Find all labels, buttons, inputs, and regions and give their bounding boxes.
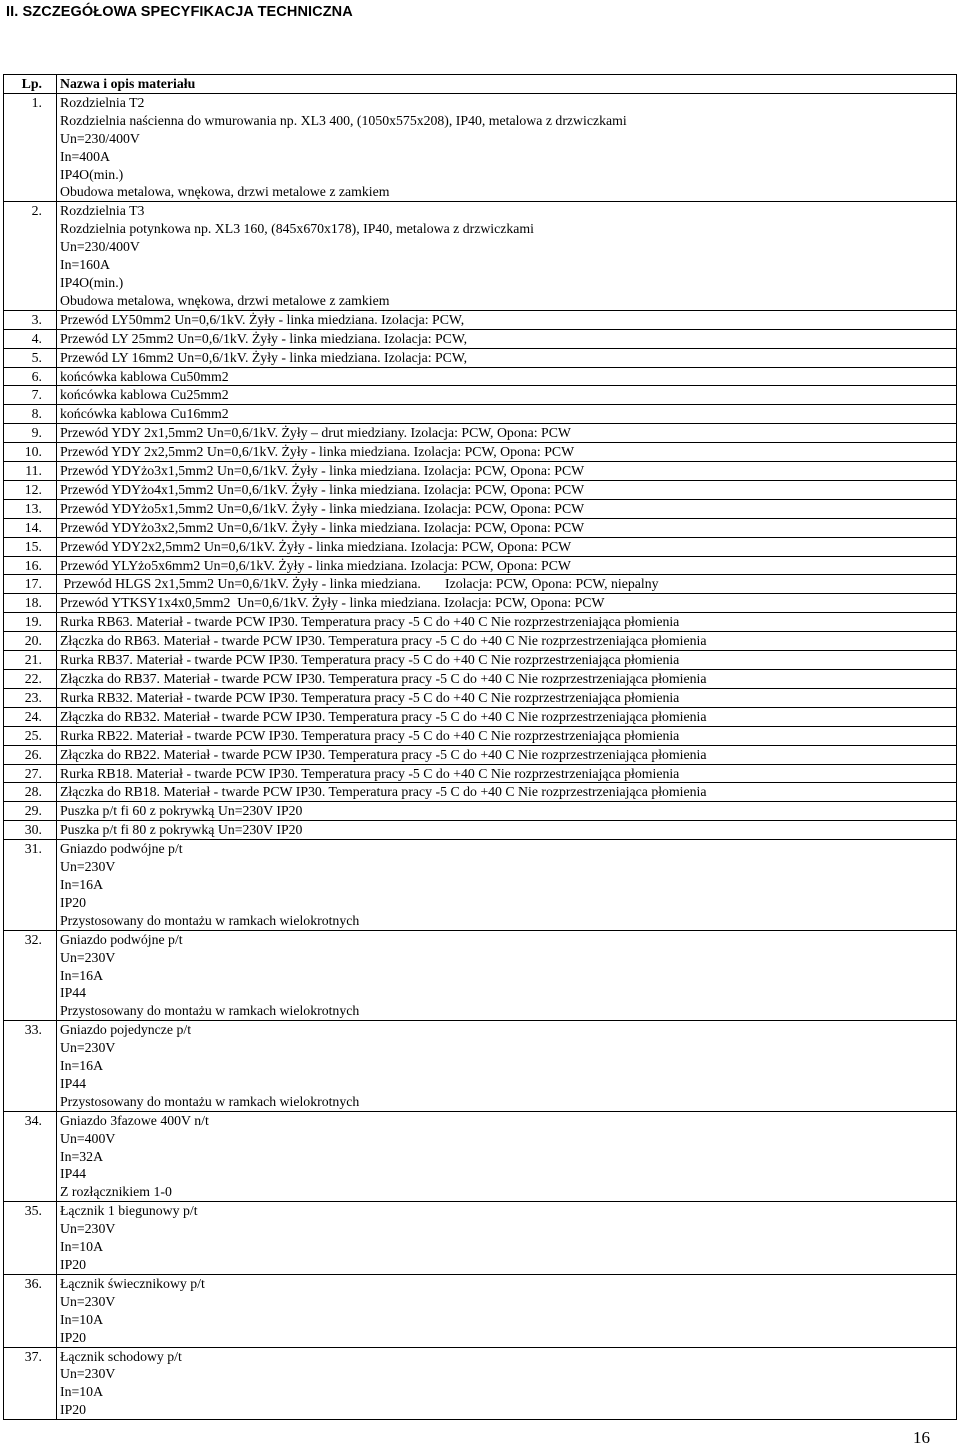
row-number: 2. (4, 202, 57, 310)
table-row (4, 670, 957, 689)
description-line: In=10A (60, 1311, 104, 1327)
row-number: 3. (4, 310, 57, 329)
row-description (57, 821, 957, 840)
table-row (4, 202, 957, 310)
description-line: In=10A (60, 1384, 104, 1400)
description-line: Rurka RB37. Materiał - twarde PCW IP30. Temperatura pracy -5 C do +40 C Nie rozprzestrzeniająca płomienia (60, 652, 680, 668)
description-line: In=160A (60, 257, 110, 273)
row-number: 17. (4, 575, 57, 594)
row-number: 35. (4, 1202, 57, 1275)
description-line: In=16A (60, 876, 104, 892)
row-description (57, 424, 957, 443)
description-line: Un=230V (60, 1293, 116, 1309)
description-line: Przewód YTKSY1x4x0,5mm2 Un=0,6/1kV. Żyły - linka miedziana. Izolacja: PCW, Opona: PCW (60, 595, 605, 611)
row-description (57, 726, 957, 745)
description-line: In=400A (60, 148, 110, 164)
table-row (4, 930, 957, 1021)
description-line: Gniazdo podwójne p/t (60, 841, 183, 857)
description-line: Przewód YDYżo5x1,5mm2 Un=0,6/1kV. Żyły - linka miedziana. Izolacja: PCW, Opona: PCW (60, 500, 585, 516)
row-description (57, 670, 957, 689)
table-row (4, 594, 957, 613)
table-row (4, 310, 957, 329)
description-line: Złączka do RB63. Materiał - twarde PCW IP30. Temperatura pracy -5 C do +40 C Nie rozprzestrzeniająca płomienia (60, 633, 707, 649)
row-description (57, 575, 957, 594)
row-description (57, 443, 957, 462)
row-number: 32. (4, 930, 57, 1021)
row-number: 25. (4, 726, 57, 745)
row-number: 4. (4, 329, 57, 348)
table-row (4, 348, 957, 367)
description-line: Złączka do RB37. Materiał - twarde PCW IP30. Temperatura pracy -5 C do +40 C Nie rozprzestrzeniająca płomienia (60, 671, 707, 686)
description-line: In=10A (60, 1239, 104, 1255)
description-line: In=32A (60, 1148, 104, 1164)
table-row (4, 840, 957, 931)
row-description (57, 537, 957, 556)
table-row (4, 707, 957, 726)
page-title: II. SZCZEGÓŁOWA SPECYFIKACJA TECHNICZNA (6, 4, 353, 20)
description-line: Un=230V (60, 1040, 116, 1056)
row-description (57, 707, 957, 726)
table-row (4, 480, 957, 499)
row-number: 29. (4, 802, 57, 821)
row-number: 23. (4, 688, 57, 707)
description-line: Gniazdo podwójne p/t (60, 931, 183, 947)
description-line: Un=230V (60, 859, 116, 875)
row-number: 27. (4, 764, 57, 783)
table-row (4, 443, 957, 462)
row-number: 6. (4, 367, 57, 386)
description-line: Obudowa metalowa, wnękowa, drzwi metalowe z zamkiem (60, 184, 390, 200)
table-row (4, 367, 957, 386)
description-line: Un=400V (60, 1130, 116, 1146)
row-number: 31. (4, 840, 57, 931)
description-line: Un=230V (60, 1366, 116, 1382)
description-line: Rozdzielnia T3 (60, 203, 145, 219)
specification-table-body (4, 75, 957, 1420)
description-line: Gniazdo 3fazowe 400V n/t (60, 1112, 209, 1128)
row-description (57, 367, 957, 386)
row-number: 19. (4, 613, 57, 632)
description-line: Przewód YDYżo3x2,5mm2 Un=0,6/1kV. Żyły - linka miedziana. Izolacja: PCW, Opona: PCW (60, 519, 585, 535)
row-description (57, 1202, 957, 1275)
row-description (57, 840, 957, 931)
row-description (57, 1111, 957, 1202)
description-line: Złączka do RB18. Materiał - twarde PCW IP30. Temperatura pracy -5 C do +40 C Nie rozprzestrzeniająca płomienia (60, 784, 707, 800)
description-line: Przewód YLYżo5x6mm2 Un=0,6/1kV. Żyły - linka miedziana. Izolacja: PCW, Opona: PCW (60, 557, 571, 573)
description-line: In=16A (60, 1058, 104, 1074)
description-line: IP20 (60, 1257, 87, 1272)
description-line: Puszka p/t fi 80 z pokrywką Un=230V IP20 (60, 822, 303, 838)
description-line: IP20 (60, 1329, 87, 1345)
description-line: Puszka p/t fi 60 z pokrywką Un=230V IP20 (60, 803, 303, 819)
row-number: 34. (4, 1111, 57, 1202)
description-line: Przewód LY 16mm2 Un=0,6/1kV. Żyły - linka miedziana. Izolacja: PCW, (60, 349, 468, 365)
description-line: Un=230V (60, 949, 116, 965)
description-line: IP4O(min.) (60, 274, 124, 290)
row-description (57, 930, 957, 1021)
table-row (4, 1021, 957, 1112)
table-row (4, 537, 957, 556)
row-description (57, 651, 957, 670)
row-number: 7. (4, 386, 57, 405)
row-number: 14. (4, 518, 57, 537)
table-row (4, 424, 957, 443)
description-line: Przewód HLGS 2x1,5mm2 Un=0,6/1kV. Żyły - linka miedziana. Izolacja: PCW, Opona: PCW, niepalny (60, 576, 659, 592)
row-description (57, 613, 957, 632)
description-line: Przewód YDY2x2,5mm2 Un=0,6/1kV. Żyły - linka miedziana. Izolacja: PCW, Opona: PCW (60, 538, 572, 554)
row-number: 15. (4, 537, 57, 556)
description-line: IP4O(min.) (60, 166, 124, 182)
row-number: 13. (4, 499, 57, 518)
header-name: Nazwa i opis materiału (57, 75, 957, 94)
row-description (57, 499, 957, 518)
description-line: Przystosowany do montażu w ramkach wielokrotnych (60, 1093, 360, 1109)
table-row (4, 518, 957, 537)
table-row (4, 821, 957, 840)
row-description (57, 405, 957, 424)
row-description (57, 745, 957, 764)
row-description (57, 386, 957, 405)
row-description (57, 329, 957, 348)
table-row (4, 575, 957, 594)
table-row (4, 93, 957, 201)
row-description (57, 462, 957, 481)
table-row (4, 1274, 957, 1347)
row-number: 11. (4, 462, 57, 481)
row-number: 28. (4, 783, 57, 802)
row-number: 1. (4, 93, 57, 201)
row-description (57, 93, 957, 201)
description-line: Un=230V (60, 1221, 116, 1237)
specification-table (3, 74, 957, 1420)
table-row (4, 783, 957, 802)
description-line: Przewód YDYżo3x1,5mm2 Un=0,6/1kV. Żyły - linka miedziana. Izolacja: PCW, Opona: PCW (60, 463, 585, 479)
description-line: Rozdzielnia naścienna do wmurowania np. XL3 400, (1050x575x208), IP40, metalowa z drzwiczkami (60, 112, 627, 128)
row-description (57, 310, 957, 329)
description-line: Przystosowany do montażu w ramkach wielokrotnych (60, 912, 360, 928)
description-line: IP20 (60, 894, 87, 910)
row-description (57, 632, 957, 651)
description-line: IP20 (60, 1402, 87, 1418)
description-line: Rurka RB18. Materiał - twarde PCW IP30. Temperatura pracy -5 C do +40 C Nie rozprzestrzeniająca płomienia (60, 765, 680, 781)
table-row (4, 1347, 957, 1420)
row-description (57, 1274, 957, 1347)
row-description (57, 1021, 957, 1112)
description-line: Rozdzielnia T2 (60, 94, 145, 110)
table-row (4, 726, 957, 745)
description-line: Un=230/400V (60, 130, 140, 146)
row-description (57, 802, 957, 821)
row-description (57, 764, 957, 783)
row-number: 12. (4, 480, 57, 499)
description-line: Łącznik schodowy p/t (60, 1348, 182, 1364)
description-line: Rozdzielnia potynkowa np. XL3 160, (845x670x178), IP40, metalowa z drzwiczkami (60, 221, 534, 237)
row-number: 20. (4, 632, 57, 651)
row-description (57, 518, 957, 537)
description-line: In=16A (60, 967, 104, 983)
table-row (4, 1111, 957, 1202)
description-line: Złączka do RB32. Materiał - twarde PCW IP30. Temperatura pracy -5 C do +40 C Nie rozprzestrzeniająca płomienia (60, 708, 707, 724)
table-row (4, 688, 957, 707)
description-line: Przystosowany do montażu w ramkach wielokrotnych (60, 1003, 360, 1019)
row-number: 24. (4, 707, 57, 726)
row-number: 26. (4, 745, 57, 764)
row-number: 21. (4, 651, 57, 670)
row-number: 36. (4, 1274, 57, 1347)
description-line: IP44 (60, 985, 87, 1001)
row-description (57, 348, 957, 367)
description-line: Przewód LY50mm2 Un=0,6/1kV. Żyły - linka miedziana. Izolacja: PCW, (60, 311, 465, 327)
row-number: 33. (4, 1021, 57, 1112)
description-line: Łącznik 1 biegunowy p/t (60, 1203, 198, 1219)
table-row (4, 632, 957, 651)
row-number: 16. (4, 556, 57, 575)
row-number: 10. (4, 443, 57, 462)
table-row (4, 499, 957, 518)
row-number: 37. (4, 1347, 57, 1420)
description-line: Z rozłącznikiem 1-0 (60, 1184, 172, 1200)
row-number: 5. (4, 348, 57, 367)
description-line: Przewód LY 25mm2 Un=0,6/1kV. Żyły - linka miedziana. Izolacja: PCW, (60, 330, 468, 346)
description-line: IP44 (60, 1075, 87, 1091)
page-number: 16 (913, 1428, 930, 1447)
row-number: 9. (4, 424, 57, 443)
header-lp: Lp. (4, 75, 57, 94)
table-row (4, 1202, 957, 1275)
description-line: Rurka RB22. Materiał - twarde PCW IP30. Temperatura pracy -5 C do +40 C Nie rozprzestrzeniająca płomienia (60, 727, 680, 743)
description-line: Przewód YDY 2x2,5mm2 Un=0,6/1kV. Żyły - linka miedziana. Izolacja: PCW, Opona: PCW (60, 444, 575, 460)
row-description (57, 688, 957, 707)
description-line: Przewód YDY 2x1,5mm2 Un=0,6/1kV. Żyły – drut miedziany. Izolacja: PCW, Opona: PCW (60, 425, 571, 441)
table-row (4, 386, 957, 405)
table-row (4, 764, 957, 783)
description-line: Rurka RB32. Materiał - twarde PCW IP30. Temperatura pracy -5 C do +40 C Nie rozprzestrzeniająca płomienia (60, 689, 680, 705)
description-line: Złączka do RB22. Materiał - twarde PCW IP30. Temperatura pracy -5 C do +40 C Nie rozprzestrzeniająca płomienia (60, 746, 707, 762)
description-line: końcówka kablowa Cu25mm2 (60, 387, 229, 403)
description-line: końcówka kablowa Cu16mm2 (60, 406, 229, 422)
row-description (57, 783, 957, 802)
table-header-row (4, 75, 957, 94)
row-description (57, 594, 957, 613)
row-number: 22. (4, 670, 57, 689)
row-description (57, 480, 957, 499)
row-number: 8. (4, 405, 57, 424)
row-description (57, 556, 957, 575)
description-line: końcówka kablowa Cu50mm2 (60, 368, 229, 384)
table-row (4, 405, 957, 424)
row-number: 18. (4, 594, 57, 613)
table-row (4, 651, 957, 670)
description-line: IP44 (60, 1166, 87, 1182)
description-line: Rurka RB63. Materiał - twarde PCW IP30. Temperatura pracy -5 C do +40 C Nie rozprzestrzeniająca płomienia (60, 614, 680, 630)
row-number: 30. (4, 821, 57, 840)
table-row (4, 556, 957, 575)
description-line: Gniazdo pojedyncze p/t (60, 1022, 192, 1038)
table-row (4, 802, 957, 821)
row-description (57, 202, 957, 310)
table-row (4, 462, 957, 481)
row-description (57, 1347, 957, 1420)
table-row (4, 613, 957, 632)
description-line: Łącznik świecznikowy p/t (60, 1275, 205, 1291)
table-row (4, 329, 957, 348)
description-line: Obudowa metalowa, wnękowa, drzwi metalowe z zamkiem (60, 292, 390, 308)
table-row (4, 745, 957, 764)
description-line: Un=230/400V (60, 239, 140, 255)
description-line: Przewód YDYżo4x1,5mm2 Un=0,6/1kV. Żyły - linka miedziana. Izolacja: PCW, Opona: PCW (60, 481, 585, 497)
